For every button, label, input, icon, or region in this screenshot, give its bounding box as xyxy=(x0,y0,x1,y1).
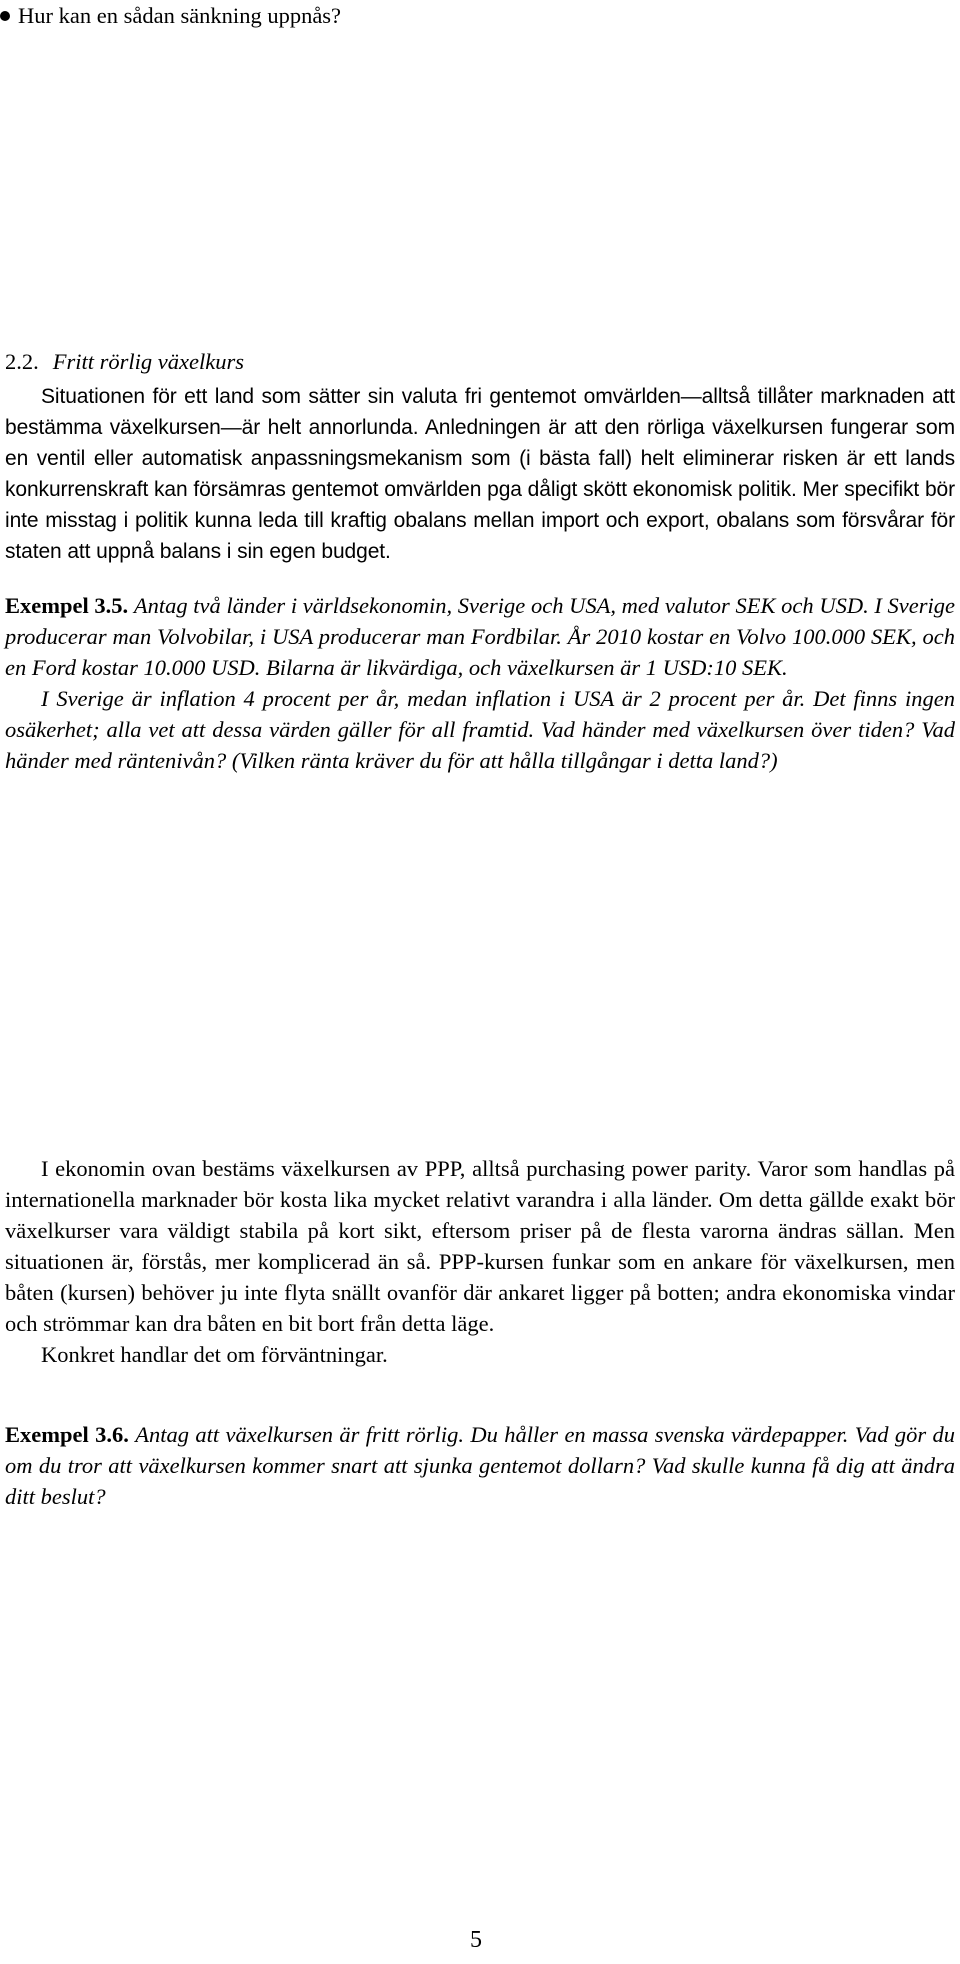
section-title: Fritt rörlig växelkurs xyxy=(52,349,244,374)
bullet-item xyxy=(0,0,940,31)
example-3-6 xyxy=(5,1419,955,1512)
example-3-5-label: Exempel 3.5. xyxy=(5,593,129,618)
bullet-text: Hur kan en sådan sänkning uppnås? xyxy=(18,3,342,28)
example-3-5 xyxy=(5,590,955,776)
paragraph-1 xyxy=(5,381,955,567)
section-number: 2.2. xyxy=(5,349,39,374)
paragraph-3-text: Konkret handlar det om förväntningar. xyxy=(41,1342,388,1367)
paragraph-2 xyxy=(5,1153,955,1370)
paragraph-2-text: I ekonomin ovan bestäms växelkursen av PPP, alltså purchasing power parity. Varor som handlas på internationella marknader bör kosta lika mycket relativt varandra i alla länder. Om detta gällde exakt bör växelkurser vara väldigt stabila på kort sikt, eftersom priser på de flesta varorna ändras sällan. Men situationen är, förstås, mer komplicerad än så. PPP-kursen funkar som en ankare för växelkursen, men båten (kursen) behöver ju inte flyta snällt ovanför där ankaret ligger på botten; andra ekonomiska vindar och strömmar kan dra båten en bit bort från detta läge. xyxy=(5,1156,955,1336)
example-3-5-text-1: Antag två länder i världsekonomin, Sverige och USA, med valutor SEK och USD. I Sverige producerar man Volvobilar, i USA producerar man Fordbilar. År 2010 kostar en Volvo 100.000 SEK, och en Ford kostar 10.000 USD. Bilarna är likvärdiga, och växelkursen är 1 USD:10 SEK. xyxy=(5,593,956,680)
paragraph-1-text: Situationen för ett land som sätter sin valuta fri gentemot omvärlden—alltså tillåter marknaden att bestämma växelkursen—är helt annorlunda. Anledningen är att den rörliga växelkursen fungerar som en ventil eller automatisk anpassningsmekanism som (i bästa fall) helt eliminerar risken är ett lands konkurrenskraft kan försämras gentemot omvärlden pga dåligt skött ekonomisk politik. Mer specifikt bör inte misstag i politik kunna leda till kraftig obalans mellan import och export, obalans som försvårar för staten att uppnå balans i sin egen budget. xyxy=(5,385,955,563)
section-heading xyxy=(5,346,244,377)
page-number: 5 xyxy=(470,1927,482,1953)
example-3-6-label: Exempel 3.6. xyxy=(5,1422,129,1447)
example-3-6-text: Antag att växelkursen är fritt rörlig. Du håller en massa svenska värdepapper. Vad gör du om du tror att växelkursen kommer snart att sjunka gentemot dollarn? Vad skulle kunna få dig att ändra ditt beslut? xyxy=(5,1422,955,1509)
example-3-5-text-2: I Sverige är inflation 4 procent per år, medan inflation i USA är 2 procent per år. Det finns ingen osäkerhet; alla vet att dessa värden gäller för all framtid. Vad händer med växelkursen över tiden? Vad händer med räntenivån? (Vilken ränta kräver du för att hålla tillgångar i detta land?) xyxy=(5,686,955,773)
bullet-icon xyxy=(0,11,10,21)
